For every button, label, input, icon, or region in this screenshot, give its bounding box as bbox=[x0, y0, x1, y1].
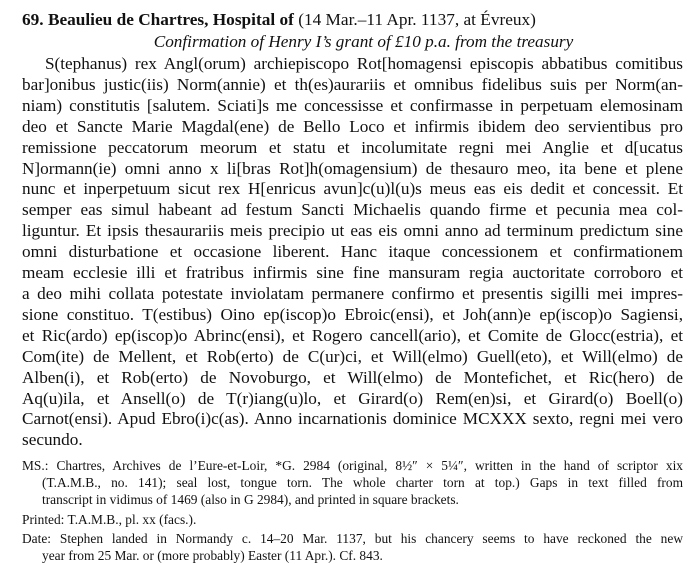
date-note bbox=[22, 530, 683, 564]
charter-line: liguntur. Et ipsis thesaurariis meis precipio ut eas eis omni anno ad terminum predictum sine bbox=[22, 221, 683, 241]
charter-line: remissione peccatorum meorum et statu et incolumitate regni mei Anglie et d[ucatus bbox=[22, 137, 683, 157]
charter-line: S(tephanus) rex Angl(orum) archiepiscopo Rot[homagensi episcopis abbatibus comitibus bbox=[45, 54, 683, 73]
note-line: MS.: Chartres, Archives de l’Eure-et-Loir, *G. 2984 (original, 8½″ × 5¼″, written in the hand of scriptor xix bbox=[22, 458, 683, 474]
charter-line: N]ormann(ie) omni anno x li[bras Rot]h(omagensium) de thesauro meo, ita bene et plene bbox=[22, 158, 683, 178]
note-line: year from 25 Mar. or (more probably) Easter (11 Apr.). Cf. 843. bbox=[42, 547, 383, 563]
charter-line: Alben(i), et Rob(erto) de Novoburgo, et Will(elmo) de Montefichet, et Ric(hero) de bbox=[22, 367, 683, 387]
charter-line: niam) constitutis [salutem. Sciati]s me concessisse et confirmasse in perpetuam elemosinam bbox=[22, 95, 683, 115]
charter-line: semper eas simul habeant ad festum Sancti Michaelis quando firme et pecunia mea col- bbox=[22, 200, 683, 220]
charter-line: Com(ite) de Mellent, et Rob(erto) de C(ur)ci, et Will(elmo) Guell(eto), et Will(elmo) de bbox=[22, 346, 683, 366]
charter-line: secundo. bbox=[22, 430, 83, 450]
note-line: Printed: T.A.M.B., pl. xx (facs.). bbox=[22, 511, 197, 527]
charter-line: a deo mihi collata potestate inviolatam permanere confirmo et presentis sigilli mei impres- bbox=[22, 283, 683, 303]
charter-line: omni disturbatione et occasione liberent. Hanc itaque concessionem et confirmationem bbox=[22, 242, 683, 262]
entry-title: Beaulieu de Chartres, Hospital of bbox=[47, 10, 294, 29]
note-line: Date: Stephen landed in Normandy c. 14–20 Mar. 1137, but his chancery seems to have reckoned the new bbox=[22, 530, 683, 546]
charter-line: deo et Sancte Marie Magdal(ene) de Bello Loco et infirmis ibidem deo servientibus pro bbox=[22, 116, 683, 136]
charter-line: meam ecclesie illi et fratribus infirmis sine fine mansuram regia auctoritate corroboro et bbox=[22, 263, 683, 283]
charter-text bbox=[22, 54, 683, 451]
charter-line: sione constituo. T(estibus) Oino ep(iscop)o Ebroic(ensi), et Joh(ann)e ep(iscop)o Sagiensi, bbox=[22, 304, 683, 324]
charter-line: bar]onibus justic(iis) Norm(annie) et th(es)aurariis et omnibus fidelibus suis per Norm(an- bbox=[22, 74, 683, 94]
entry-date-place: (14 Mar.–11 Apr. 1137, at Évreux) bbox=[298, 10, 536, 29]
entry-number: 69. bbox=[22, 10, 44, 29]
entry-subtitle: Confirmation of Henry I’s grant of £10 p.a. from the treasury bbox=[153, 32, 574, 51]
charter-line: nunc et inperpetuum sicut rex H[enricus avun]c(u)l(u)s meus eas eis dedit et concessit. Et bbox=[22, 179, 683, 199]
charter-line: Carnot(ensi). Apud Ebro(i)c(as). Anno incarnationis dominice MCXXX sexto, regni mei vero bbox=[22, 409, 683, 429]
note-line: (T.A.M.B., no. 141); seal lost, tongue torn. The whole charter torn at top.) Gaps in text filled from bbox=[42, 475, 683, 491]
apparatus-notes bbox=[22, 457, 683, 564]
note-line: transcript in vidimus of 1469 (also in G 2984), and printed in square brackets. bbox=[42, 492, 459, 508]
entry-heading bbox=[22, 9, 683, 30]
printed-note bbox=[22, 511, 683, 528]
charter-line: Aq(u)ila, et Ansell(o) de T(r)iang(u)lo, et Girard(o) Rem(en)si, et Girard(o) Boell(o) bbox=[22, 388, 683, 408]
manuscript-note bbox=[22, 457, 683, 508]
charter-line: et Ric(ardo) ep(iscop)o Abrinc(ensi), et Rogero cancell(ario), et Comite de Glocc(estria), et bbox=[22, 325, 683, 345]
